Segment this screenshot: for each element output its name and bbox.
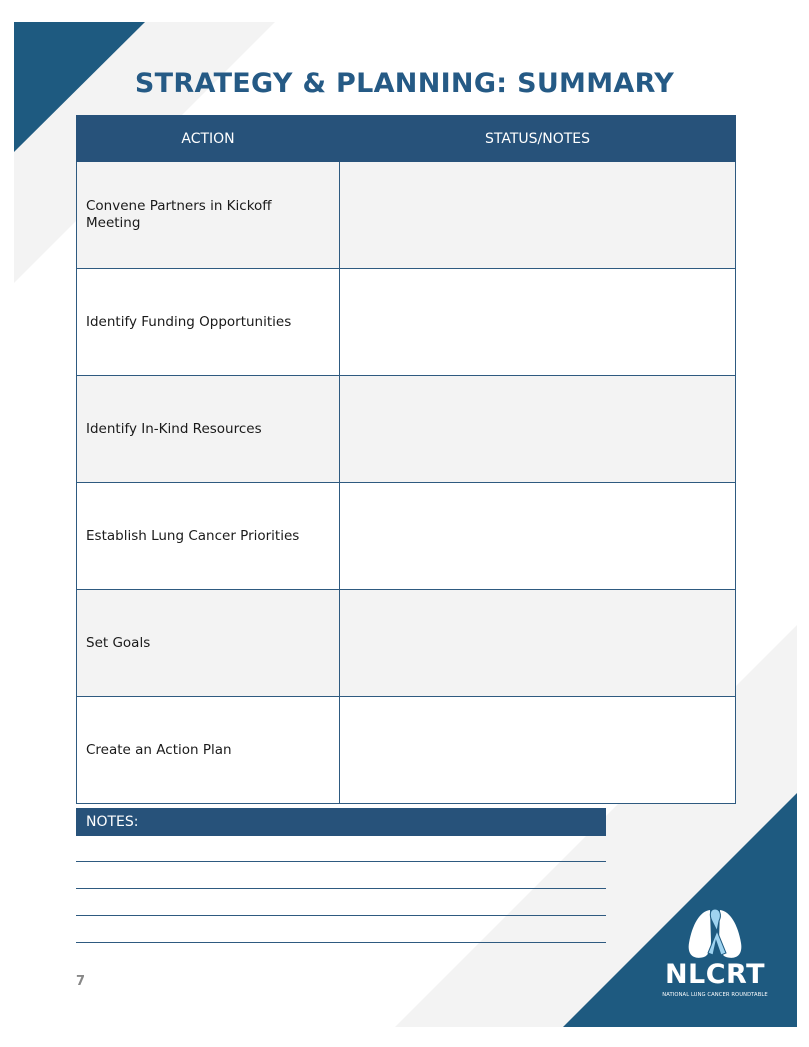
action-cell: Identify In-Kind Resources	[77, 376, 340, 483]
notes-line[interactable]	[76, 915, 606, 916]
status-notes-cell[interactable]	[340, 483, 736, 590]
status-notes-cell[interactable]	[340, 697, 736, 804]
action-cell: Identify Funding Opportunities	[77, 269, 340, 376]
table-row	[77, 269, 736, 376]
logo-subtitle: NATIONAL LUNG CANCER ROUNDTABLE	[662, 992, 768, 998]
table-row	[77, 483, 736, 590]
column-header-action: ACTION	[77, 116, 340, 162]
logo-wordmark: NLCRT	[664, 959, 766, 990]
table-row	[77, 376, 736, 483]
notes-header: NOTES:	[76, 808, 606, 836]
notes-line[interactable]	[76, 942, 606, 943]
table-row	[77, 697, 736, 804]
status-notes-cell[interactable]	[340, 590, 736, 697]
nlcrt-logo	[655, 905, 775, 1005]
status-notes-cell[interactable]	[340, 162, 736, 269]
lung-ribbon-icon	[686, 905, 744, 961]
page-title: STRATEGY & PLANNING: SUMMARY	[134, 68, 675, 99]
notes-line[interactable]	[76, 888, 606, 889]
status-notes-cell[interactable]	[340, 269, 736, 376]
table-row	[77, 590, 736, 697]
summary-table	[76, 115, 736, 804]
notes-line[interactable]	[76, 861, 606, 862]
action-cell: Set Goals	[77, 590, 340, 697]
status-notes-cell[interactable]	[340, 376, 736, 483]
column-header-status-notes: STATUS/NOTES	[340, 116, 736, 162]
page-number: 7	[76, 974, 86, 989]
table-row	[77, 162, 736, 269]
action-cell: Convene Partners in Kickoff Meeting	[77, 162, 340, 269]
action-cell: Establish Lung Cancer Priorities	[77, 483, 340, 590]
action-cell: Create an Action Plan	[77, 697, 340, 804]
table-header-row	[77, 116, 736, 162]
